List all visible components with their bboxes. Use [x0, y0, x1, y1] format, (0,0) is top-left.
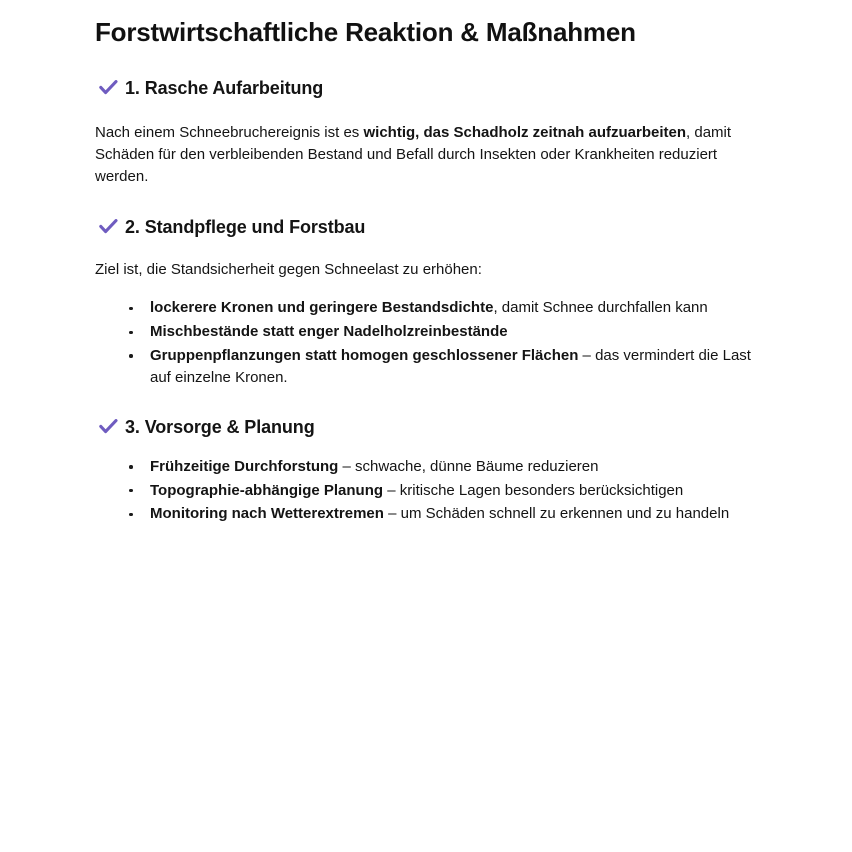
- list-item-rest: , damit Schnee durchfallen kann: [493, 299, 708, 317]
- section-heading-2-label: 2. Standpflege und Forstbau: [125, 217, 366, 238]
- list-item: [95, 503, 757, 525]
- section-heading-1: [95, 77, 757, 100]
- list-item: [95, 345, 757, 389]
- list-item: [95, 321, 757, 343]
- list-item-rest: – schwache, dünne Bäume reduzieren: [338, 457, 599, 475]
- bullet-dot-icon: [129, 513, 133, 517]
- bullet-dot-icon: [129, 465, 133, 469]
- list-item: [95, 456, 757, 478]
- bullet-dot-icon: [129, 489, 133, 493]
- list-item-bold: Monitoring nach Wetterextremen: [150, 505, 384, 523]
- section-rasche-aufarbeitung: [95, 77, 757, 189]
- section-vorsorge-und-planung: [95, 416, 757, 525]
- section-2-intro: Ziel ist, die Standsicherheit gegen Schneelast zu erhöhen:: [95, 261, 482, 279]
- list-item-rest: – kritische Lagen besonders berücksichtigen: [383, 481, 684, 499]
- paragraph-1-tail: , damit Schäden für den verbleibenden Bestand und Befall durch Insekten oder Krankheiten reduziert werden.: [95, 123, 732, 185]
- section-heading-3: [95, 416, 757, 439]
- page-title: Forstwirtschaftliche Reaktion & Maßnahmen: [95, 17, 636, 47]
- page-bottom-spacer: [95, 527, 757, 528]
- list-item-rest: – um Schäden schnell zu erkennen und zu handeln: [383, 505, 730, 523]
- section-3-bullet-list: [95, 456, 757, 525]
- list-item-bold: lockerere Kronen und geringere Bestandsdichte: [150, 299, 494, 317]
- list-item-rest: – das vermindert die Last auf einzelne Kronen.: [150, 346, 751, 386]
- check-icon: [99, 419, 125, 434]
- paragraph-1-lead: Nach einem Schneebruchereignis ist es: [95, 123, 364, 141]
- list-item: [95, 480, 757, 502]
- check-icon: [99, 219, 125, 234]
- list-item: [95, 297, 757, 319]
- section-1-paragraph: [95, 122, 755, 188]
- section-heading-1-label: 1. Rasche Aufarbeitung: [125, 77, 324, 98]
- section-heading-2: [95, 216, 757, 239]
- paragraph-1-bold: wichtig, das Schadholz zeitnah aufzuarbeiten: [363, 123, 687, 141]
- section-standpflege-und-forstbau: [95, 216, 757, 388]
- section-2-bullet-list: [95, 297, 757, 388]
- list-item-bold: Frühzeitige Durchforstung: [150, 457, 339, 475]
- check-icon: [99, 80, 125, 95]
- list-item-bold: Gruppenpflanzungen statt homogen geschlossener Flächen: [150, 346, 579, 364]
- bullet-dot-icon: [129, 331, 133, 335]
- bullet-dot-icon: [129, 307, 133, 311]
- bullet-dot-icon: [129, 354, 133, 358]
- list-item-bold: Topographie-abhängige Planung: [150, 481, 384, 499]
- section-heading-3-label: 3. Vorsorge & Planung: [125, 417, 315, 438]
- list-item-bold: Mischbestände statt enger Nadelholzreinbestände: [150, 323, 508, 341]
